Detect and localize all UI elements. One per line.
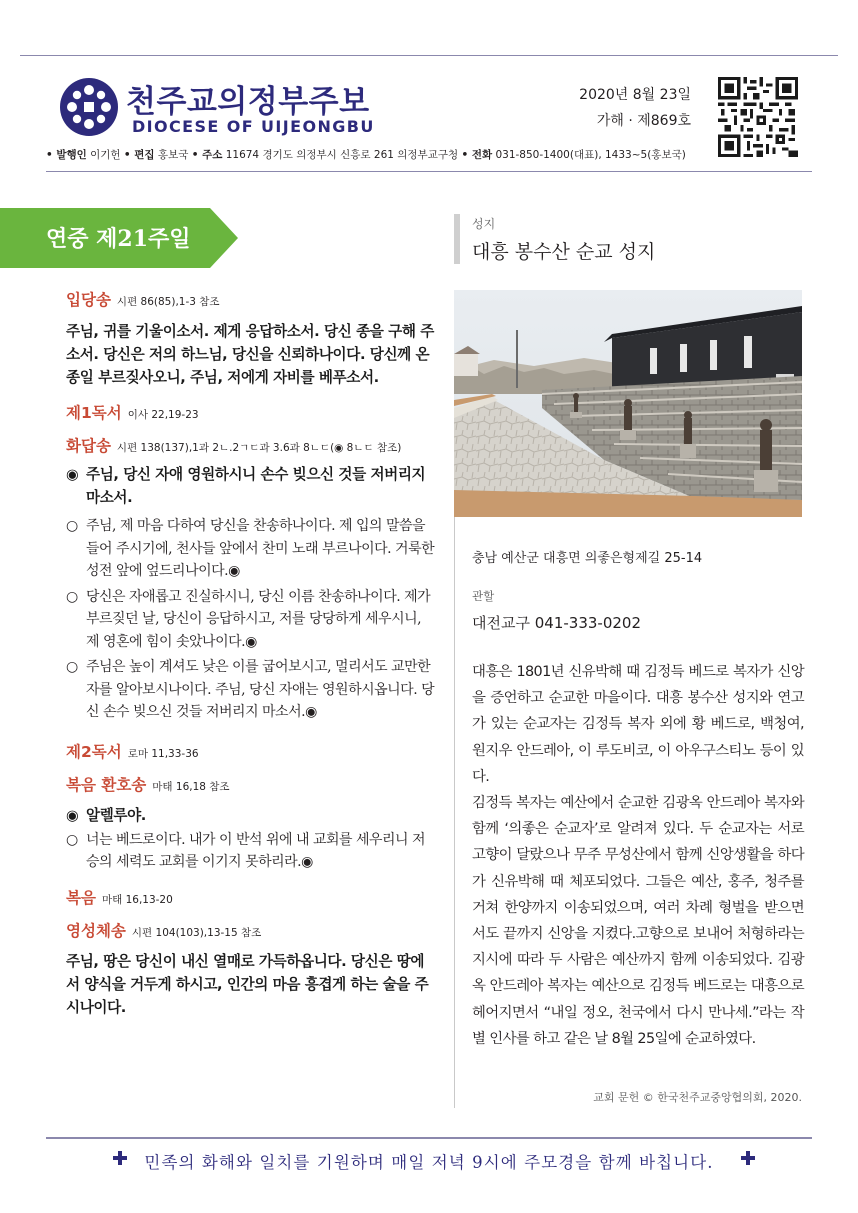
verse-mark: ○ — [66, 831, 78, 848]
liturgy-column — [66, 288, 436, 1019]
psalm-response — [66, 463, 436, 509]
jurisdiction-value: 대전교구 041-333-0202 — [472, 614, 641, 632]
gospel-ref: 마태 16,13-20 — [101, 893, 173, 906]
header-rule — [46, 171, 812, 172]
acclamation-label: 복음 환호송 — [66, 775, 147, 794]
qr-code-icon[interactable] — [718, 77, 798, 157]
psalm-verse-text: 당신은 자애롭고 진실하시니, 당신 이름 찬송하나이다. 제가 부르짖던 날, 당신이 응답하시고, 저를 당당하게 세우시니, 제 영혼에 힘이 솟았나이다. — [86, 588, 431, 650]
publication-info — [46, 147, 686, 162]
footer-prayer: 민족의 화해와 일치를 기원하며 매일 저녁 9시에 주모경을 함께 바칩니다. — [144, 1153, 714, 1172]
acclamation-verse-text: 너는 베드로이다. 내가 이 반석 위에 내 교회를 세우리니 저승의 세력도 교회를 이기지 못하리라. — [86, 831, 426, 870]
issue-date: 2020년 8월 23일 — [579, 87, 691, 103]
phone: 031-850-1400(대표), 1433~5(홍보국) — [495, 149, 686, 161]
verse-mark: ○ — [66, 518, 78, 534]
communion-ref: 시편 104(103),13-15 참조 — [131, 926, 262, 939]
brand-subtitle: DIOCESE OF UIJEONGBU — [132, 117, 375, 136]
acclamation-ref: 마태 16,18 참조 — [152, 780, 230, 793]
end-mark: ◉ — [305, 704, 317, 720]
reading1-heading — [66, 401, 436, 423]
psalm-ref: 시편 138(137),1과 2ㄴ.2ㄱㄷ과 3.6과 8ㄴㄷ(◉ 8ㄴㄷ 참조) — [116, 442, 402, 454]
end-mark: ◉ — [301, 854, 313, 870]
gospel-heading — [66, 886, 436, 908]
reading1-label: 제1독서 — [66, 404, 122, 422]
address: 11674 경기도 의정부시 신흥로 261 의정부교구청 — [225, 149, 459, 161]
top-rule — [20, 55, 838, 56]
response-mark: ◉ — [66, 806, 79, 824]
communion-label: 영성체송 — [66, 921, 126, 940]
acclamation-response — [66, 804, 436, 827]
section-kicker: 성지 — [472, 217, 496, 231]
footer-rule — [46, 1137, 812, 1139]
editor: 홍보국 — [157, 149, 189, 161]
psalm-label: 화답송 — [66, 437, 111, 455]
communion-heading — [66, 919, 436, 941]
source-credit: 교회 문헌 © 한국천주교중앙협의회, 2020. — [593, 1091, 802, 1104]
reading1-ref: 이사 22,19-23 — [127, 409, 199, 421]
address-label: • 주소 — [191, 149, 223, 161]
verse-mark: ○ — [66, 659, 78, 675]
shrine-body — [472, 659, 804, 1052]
issue-number: 가해 · 제869호 — [596, 113, 691, 129]
gospel-label: 복음 — [66, 888, 96, 907]
acclamation-response-text: 알렐루야. — [86, 806, 146, 824]
response-mark: ◉ — [66, 466, 79, 483]
psalm-response-text: 주님, 당신 자애 영원하시니 손수 빚으신 것들 저버리지 마소서. — [86, 466, 426, 506]
psalm-verse — [66, 656, 436, 724]
entrance-label: 입당송 — [66, 291, 111, 309]
entrance-heading — [66, 288, 436, 310]
psalm-verse — [66, 586, 436, 654]
section-bar — [454, 214, 460, 264]
reading2-label: 제2독서 — [66, 742, 122, 761]
editor-label: • 편집 — [123, 149, 155, 161]
psalm-heading — [66, 434, 436, 456]
psalm-verse — [66, 515, 436, 583]
brand-title: 천주교의정부주보 — [126, 84, 370, 120]
jurisdiction-label: 관할 — [472, 589, 495, 603]
acclamation-verse — [66, 829, 436, 874]
cross-icon — [740, 1150, 756, 1166]
shrine-paragraph: 김정득 복자는 예산에서 순교한 김광옥 안드레아 복자와 함께 ‘의좋은 순교자’로 알려져 있다. 두 순교자는 서로 고향이 달랐으나 무주 무성산에서 함께 신앙생활을 하다가 신유박해 때 체포되었다. 그들은 예산, 홍주, 청주를 거쳐 한양까지 이송되었으며, 여러 차례 형벌을 받으면서도 끝까지 신앙을 지켰다.고향으로 보내어 처형하라는 지시에 따라 두 사람은 예산까지 함께 이송되었다. 김광옥 안드레아 복자는 예산으로 김정득 베드로는 대흥으로 헤어지면서 “내일 정오, 천국에서 다시 만나세.”라는 작별 인사를 하고 같은 날 8월 25일에 순교하였다. — [472, 795, 804, 1047]
end-mark: ◉ — [245, 633, 257, 650]
entrance-text: 주님, 귀를 기울이소서. 제게 응답하소서. 당신 종을 구해 주소서. 당신은 저의 하느님, 당신을 신뢰하나이다. 당신께 온종일 부르짖사오니, 주님, 저에게 자비를 베푸소서. — [66, 323, 434, 386]
end-mark: ◉ — [228, 563, 240, 579]
shrine-photo — [454, 290, 802, 517]
verse-mark: ○ — [66, 588, 78, 605]
publisher-label: • 발행인 — [46, 149, 87, 161]
shrine-address: 충남 예산군 대흥면 의좋은형제길 25-14 — [472, 551, 703, 566]
phone-label: • 전화 — [461, 149, 493, 161]
shrine-paragraph: 대흥은 1801년 신유박해 때 김정득 베드로 복자가 신앙을 증언하고 순교한 마을이다. 대흥 봉수산 성지와 연고가 있는 순교자는 김정득 복자 외에 황 베드로, 백청여, 원지우 안드레아, 이 루도비코, 이 아우구스티노 등이 있다. — [472, 664, 804, 785]
entrance-ref: 시편 86(85),1-3 참조 — [116, 296, 220, 308]
sunday-title: 연중 제21주일 — [46, 226, 191, 252]
reading2-ref: 로마 11,33-36 — [127, 747, 199, 760]
diocese-emblem-icon — [59, 77, 119, 137]
communion-text: 주님, 땅은 당신이 내신 열매로 가득하옵니다. 당신은 땅에서 양식을 거두게 하시고, 인간의 마음 흥겹게 하는 술을 주시나이다. — [66, 952, 429, 1016]
publisher: 이기헌 — [90, 149, 121, 161]
acclamation-heading — [66, 773, 436, 795]
psalm-verse-text: 주님은 높이 계셔도 낮은 이를 굽어보시고, 멀리서도 교만한 자를 알아보시나이다. 주님, 당신 자애는 영원하시옵니다. 당신 손수 빚으신 것들 저버리지 마소서. — [86, 659, 435, 720]
reading2-heading — [66, 740, 436, 762]
section-title: 대흥 봉수산 순교 성지 — [472, 241, 656, 263]
psalm-verse-text: 주님, 제 마음 다하여 당신을 찬송하나이다. 제 입의 말씀을 들어 주시기에, 천사들 앞에서 찬미 노래 부르나이다. 거룩한 성전 앞에 엎드리나이다. — [86, 518, 435, 579]
